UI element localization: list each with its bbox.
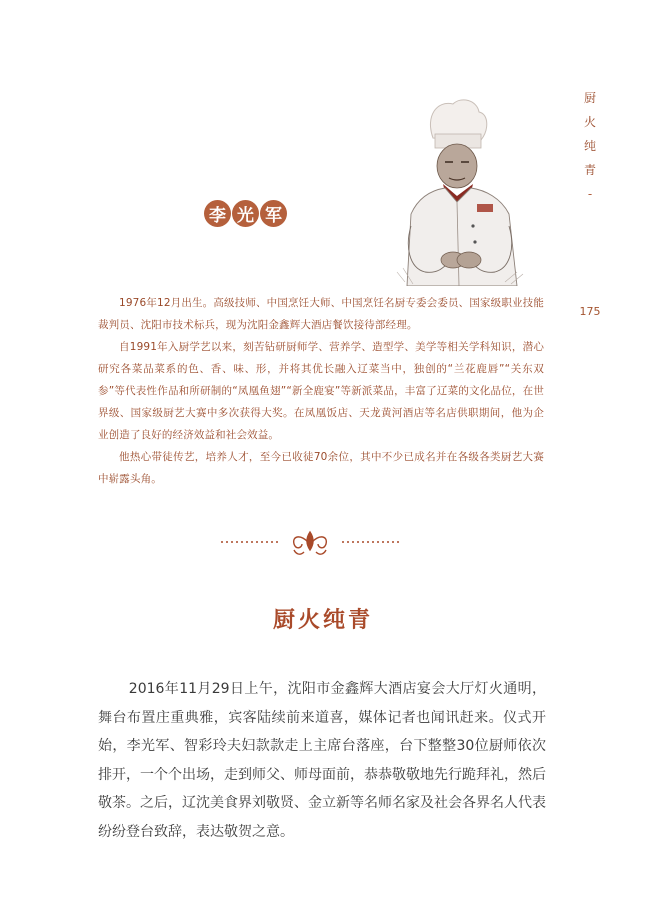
chapter-char: 厨 xyxy=(583,91,596,105)
chef-portrait xyxy=(385,96,525,286)
bio-paragraph: 他热心带徒传艺，培养人才，至今已收徒70余位，其中不少已成名并在各级各类厨艺大赛中崭露头角。 xyxy=(98,451,544,485)
chapter-char: 青 xyxy=(583,163,596,177)
vertical-chapter-title xyxy=(578,86,602,206)
body-paragraph: 2016年11月29日上午，沈阳市金鑫辉大酒店宴会大厅灯火通明，舞台布置庄重典雅，宾客陆续前来道喜，媒体记者也闻讯赶来。仪式开始，李光军、智彩玲夫妇款款走上主席台落座，台下整整30位厨师依次排开，一个个出场，走到师父、师母面前，恭恭敬敬地先行跪拜礼，然后敬茶。之后，辽沈美食界刘敬贤、金立新等名师名家及社会各界名人代表纷纷登台致辞，表达敬贺之意。 xyxy=(98,681,546,840)
chapter-dash: - xyxy=(587,187,593,201)
chef-biography xyxy=(98,292,544,490)
name-char-badge: 光 xyxy=(232,200,259,227)
chef-name xyxy=(204,200,287,227)
section-body xyxy=(98,675,546,846)
page-number: 175 xyxy=(579,305,601,318)
name-char-badge: 军 xyxy=(260,200,287,227)
bio-paragraph: 1976年12月出生。高级技师、中国烹饪大师、中国烹饪名厨专委会委员、国家级职业技能裁判员、沈阳市技术标兵，现为沈阳金鑫辉大酒店餐饮接待部经理。 xyxy=(98,297,544,331)
ornament-divider xyxy=(220,528,400,558)
section-title: 厨火纯青 xyxy=(272,607,373,633)
name-char-badge: 李 xyxy=(204,200,231,227)
chapter-char: 纯 xyxy=(583,139,596,153)
chapter-char: 火 xyxy=(583,115,596,129)
bio-paragraph: 自1991年入厨学艺以来，刻苦钻研厨师学、营养学、造型学、美学等相关学科知识，潜心研究各菜品菜系的色、香、味、形，并将其优长融入辽菜当中，独创的“兰花鹿唇”“关东双参”等代表性作品和所研制的“凤凰鱼翅”“新全鹿宴”等新派菜品，丰富了辽菜的文化品位，在世界级、国家级厨艺大赛中多次获得大奖。在凤凰饭店、天龙黄河酒店等名店供职期间，他为企业创造了良好的经济效益和社会效益。 xyxy=(98,341,544,441)
